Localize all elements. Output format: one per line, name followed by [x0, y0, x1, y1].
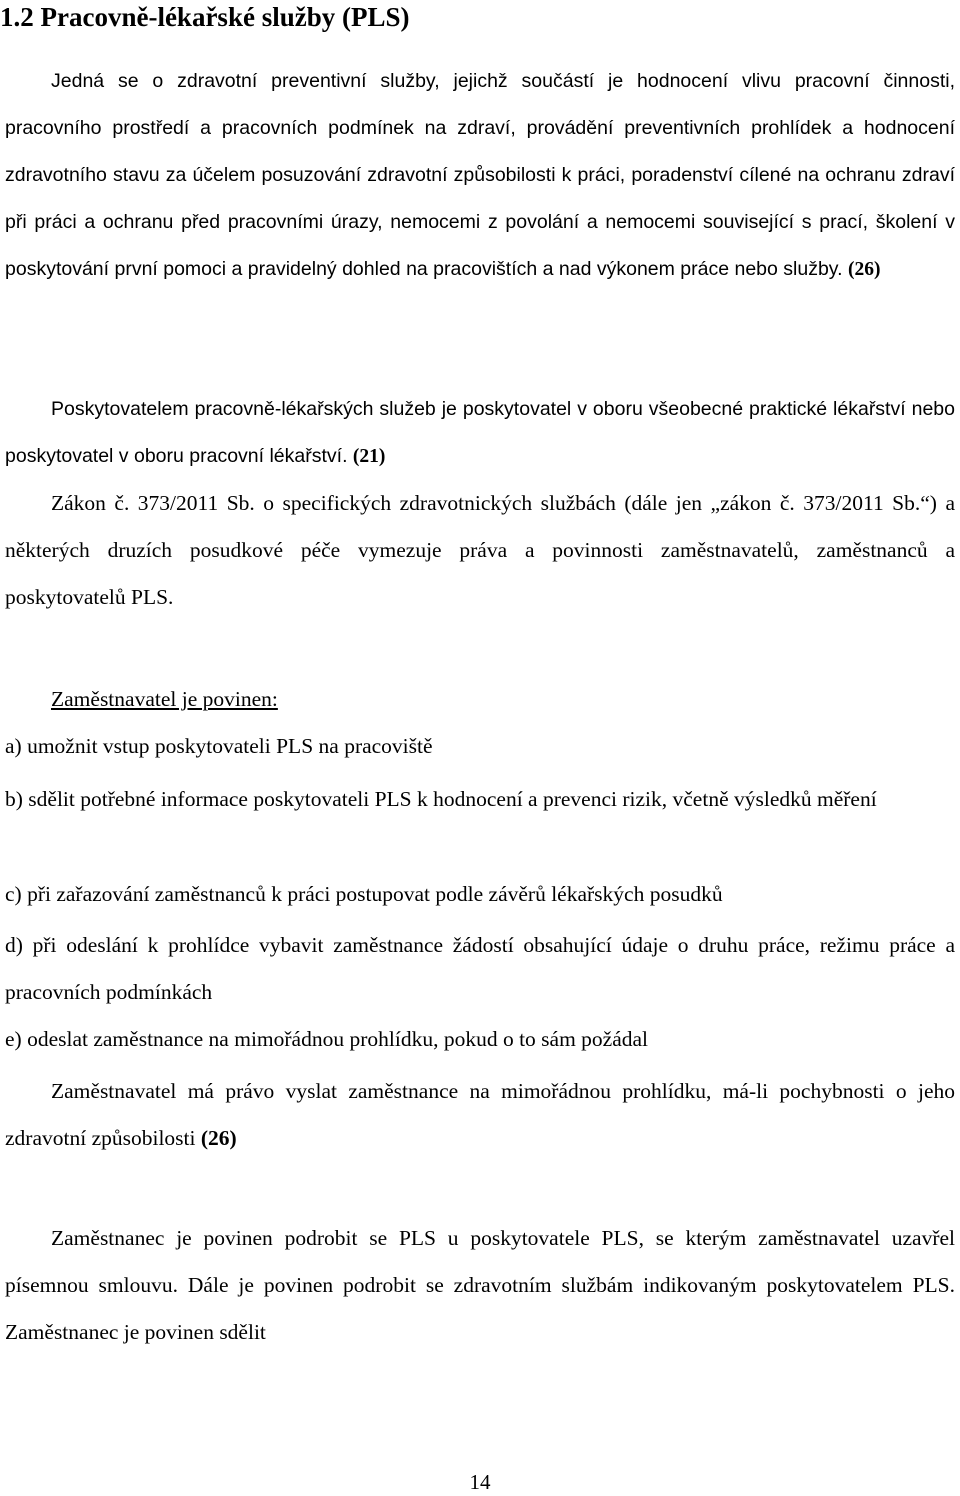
obligation-item: b) sdělit potřebné informace poskytovateli PLS k hodnocení a prevenci rizik, včetně výsledků měření — [5, 787, 877, 811]
citation-ref: (26) — [847, 259, 881, 280]
law-paragraph — [5, 480, 955, 621]
obligations-title: Zaměstnavatel je povinen: — [51, 687, 278, 711]
employee-duty-paragraph — [5, 1215, 955, 1356]
law-text: Zákon č. 373/2011 Sb. o specifických zdravotnických službách (dále jen „zákon č. 373/2011 Sb.“) a některých druzích posudkové péče vymezuje práva a povinnosti zaměstnavatelů, zaměstnanců a poskytovatelů PLS. — [5, 491, 955, 609]
obligation-item: a) umožnit vstup poskytovateli PLS na pracoviště — [5, 734, 433, 758]
employee-duty-text: Zaměstnanec je povinen podrobit se PLS u poskytovatele PLS, se kterým zaměstnavatel uzavřel písemnou smlouvu. Dále je povinen podrobit se zdravotním službám indikovaným poskytovatelem PLS. Zaměstnanec je povinen sdělit — [5, 1226, 955, 1344]
pls-definition-text: Jedná se o zdravotní preventivní služby, jejichž součástí je hodnocení vlivu pracovní činnosti, pracovního prostředí a pracovních podmínek na zdraví, provádění preventivních prohlídek a hodnocení zdravotního stavu za účelem posuzování zdravotní způsobilosti k práci, poradenství cílené na ochranu zdraví při práci a ochranu před pracovními úrazy, nemocemi z povolání a nemocemi související s prací, školení v poskytování první pomoci a pravidelný dohled na pracovištích a nad výkonem práce nebo služby. — [5, 70, 955, 280]
obligation-item: c) při zařazování zaměstnanců k práci postupovat podle závěrů lékařských posudků — [5, 882, 723, 906]
pls-definition-paragraph — [5, 58, 955, 293]
provider-text: Poskytovatelem pracovně-lékařských služeb je poskytovatel v oboru všeobecné praktické lékařství nebo poskytovatel v oboru pracovní lékařství. — [5, 398, 955, 467]
provider-paragraph — [5, 386, 955, 480]
citation-ref: (26) — [200, 1126, 237, 1150]
employer-right-text: Zaměstnavatel má právo vyslat zaměstnance na mimořádnou prohlídku, má-li pochybnosti o jeho zdravotní způsobilosti — [5, 1079, 955, 1150]
obligation-item: e) odeslat zaměstnance na mimořádnou prohlídku, pokud o to sám požádal — [5, 1027, 649, 1051]
citation-ref: (21) — [352, 446, 386, 467]
obligation-item: d) při odeslání k prohlídce vybavit zaměstnance žádostí obsahující údaje o druhu práce, režimu práce a pracovních podmínkách — [5, 933, 955, 1004]
employer-right-paragraph — [5, 1068, 955, 1162]
section-heading: 1.2 Pracovně-lékařské služby (PLS) — [0, 2, 410, 32]
page-number: 14 — [469, 1470, 491, 1494]
